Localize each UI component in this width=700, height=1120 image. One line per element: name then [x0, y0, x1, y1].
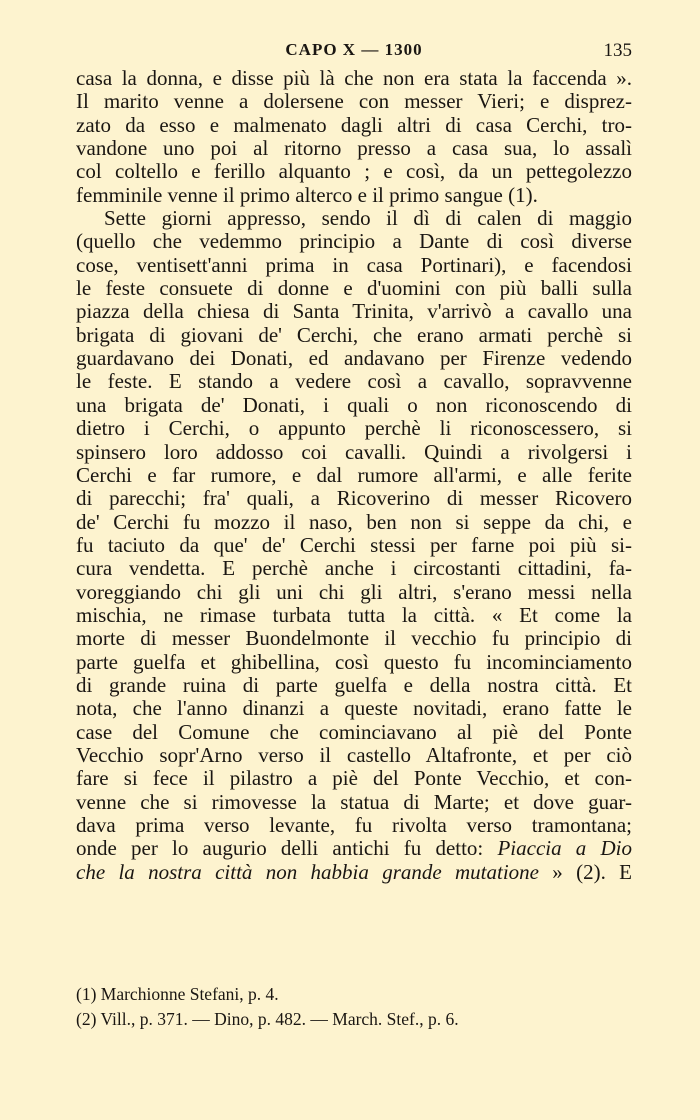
footnote: (2) Vill., p. 371. — Dino, p. 482. — March. Stef., p. 6.	[76, 1009, 459, 1029]
text-line: Sette giorni appresso, sendo il dì di calen di maggio	[104, 206, 632, 231]
footnotes	[76, 982, 632, 1032]
text-line	[76, 837, 632, 860]
text-line: fu taciuto da que' de' Cerchi stessi per farne poi più si-	[76, 532, 632, 557]
text-line: fare si fece il pilastro a piè del Ponte Vecchio, et con-	[76, 766, 632, 791]
text-line: (quello che vedemmo principio a Dante di così diverse	[76, 229, 632, 254]
text-line: col coltello e ferillo alquanto ; e così, da un pettegolezzo	[76, 159, 632, 184]
page-number: 135	[603, 40, 632, 61]
text-line: mischia, ne rimase turbata tutta la città. « Et come la	[76, 602, 632, 627]
text-line: brigata di giovani de' Cerchi, che erano armati perchè si	[76, 322, 632, 347]
text-line: vandone uno poi al ritorno presso a casa sua, lo assalì	[76, 136, 632, 161]
text-line	[76, 861, 632, 884]
paragraph-2	[76, 207, 632, 884]
text-line: cose, ventisett'anni prima in casa Portinari), e facendosi	[76, 252, 632, 277]
text-line: femminile venne il primo alterco e il primo sangue (1).	[76, 182, 538, 207]
body-text	[76, 67, 632, 884]
text-run: » (2). E	[538, 859, 632, 884]
text-line: casa la donna, e disse più là che non era stata la faccenda ».	[76, 66, 632, 90]
text-line: dava prima verso levante, fu rivolta verso tramontana;	[76, 813, 632, 837]
text-line: venne che si rimovesse la statua di Marte; et dove guar-	[76, 789, 632, 814]
text-line: una brigata de' Donati, i quali o non riconoscendo di	[76, 392, 632, 417]
paragraph-1	[76, 67, 632, 207]
text-run: onde per lo augurio delli antichi fu detto:	[76, 836, 498, 861]
text-line: Cerchi e far rumore, e dal rumore all'armi, e alle ferite	[76, 462, 632, 487]
text-line: dietro i Cerchi, o appunto perchè li riconoscessero, si	[76, 416, 632, 441]
text-line: piazza della chiesa di Santa Trinita, v'arrivò a cavallo una	[76, 299, 632, 324]
text-line: voreggiando chi gli uni chi gli altri, s'erano messi nella	[76, 579, 632, 604]
text-line: guardavano dei Donati, ed andavano per Firenze vedendo	[76, 346, 632, 371]
text-line: Il marito venne a dolersene con messer Vieri; e disprez-	[76, 89, 632, 114]
text-line: parte guelfa et ghibellina, così questo fu incominciamento	[76, 649, 632, 674]
running-head: CAPO X — 1300	[285, 40, 423, 59]
footnote: (1) Marchionne Stefani, p. 4.	[76, 984, 279, 1004]
italic-quote: che la nostra città non habbia grande mutatione	[76, 859, 539, 884]
text-line: le feste. E stando a vedere così a cavallo, sopravvenne	[76, 369, 632, 394]
text-line: cura vendetta. E perchè anche i circostanti cittadini, fa-	[76, 556, 632, 581]
text-line: nota, che l'anno dinanzi a queste novitadi, erano fatte le	[76, 696, 632, 721]
text-line: le feste consuete di donne e d'uomini con più balli sulla	[76, 276, 632, 301]
text-line: spinsero loro addosso coi cavalli. Quindi a rivolgersi i	[76, 439, 632, 464]
text-line: di grande ruina di parte guelfa e della nostra città. Et	[76, 672, 632, 697]
text-line: di parecchi; fra' quali, a Ricoverino di messer Ricovero	[76, 486, 632, 511]
page-header	[76, 40, 632, 68]
text-line: zato da esso e malmenato dagli altri di casa Cerchi, tro-	[76, 112, 632, 137]
italic-quote: Piaccia a Dio	[497, 836, 632, 861]
text-line: case del Comune che cominciavano al piè del Ponte	[76, 719, 632, 744]
text-line: de' Cerchi fu mozzo il naso, ben non si seppe da chi, e	[76, 509, 632, 534]
text-line: morte di messer Buondelmonte il vecchio fu principio di	[76, 626, 632, 651]
text-line: Vecchio sopr'Arno verso il castello Altafronte, et per ciò	[76, 742, 632, 767]
